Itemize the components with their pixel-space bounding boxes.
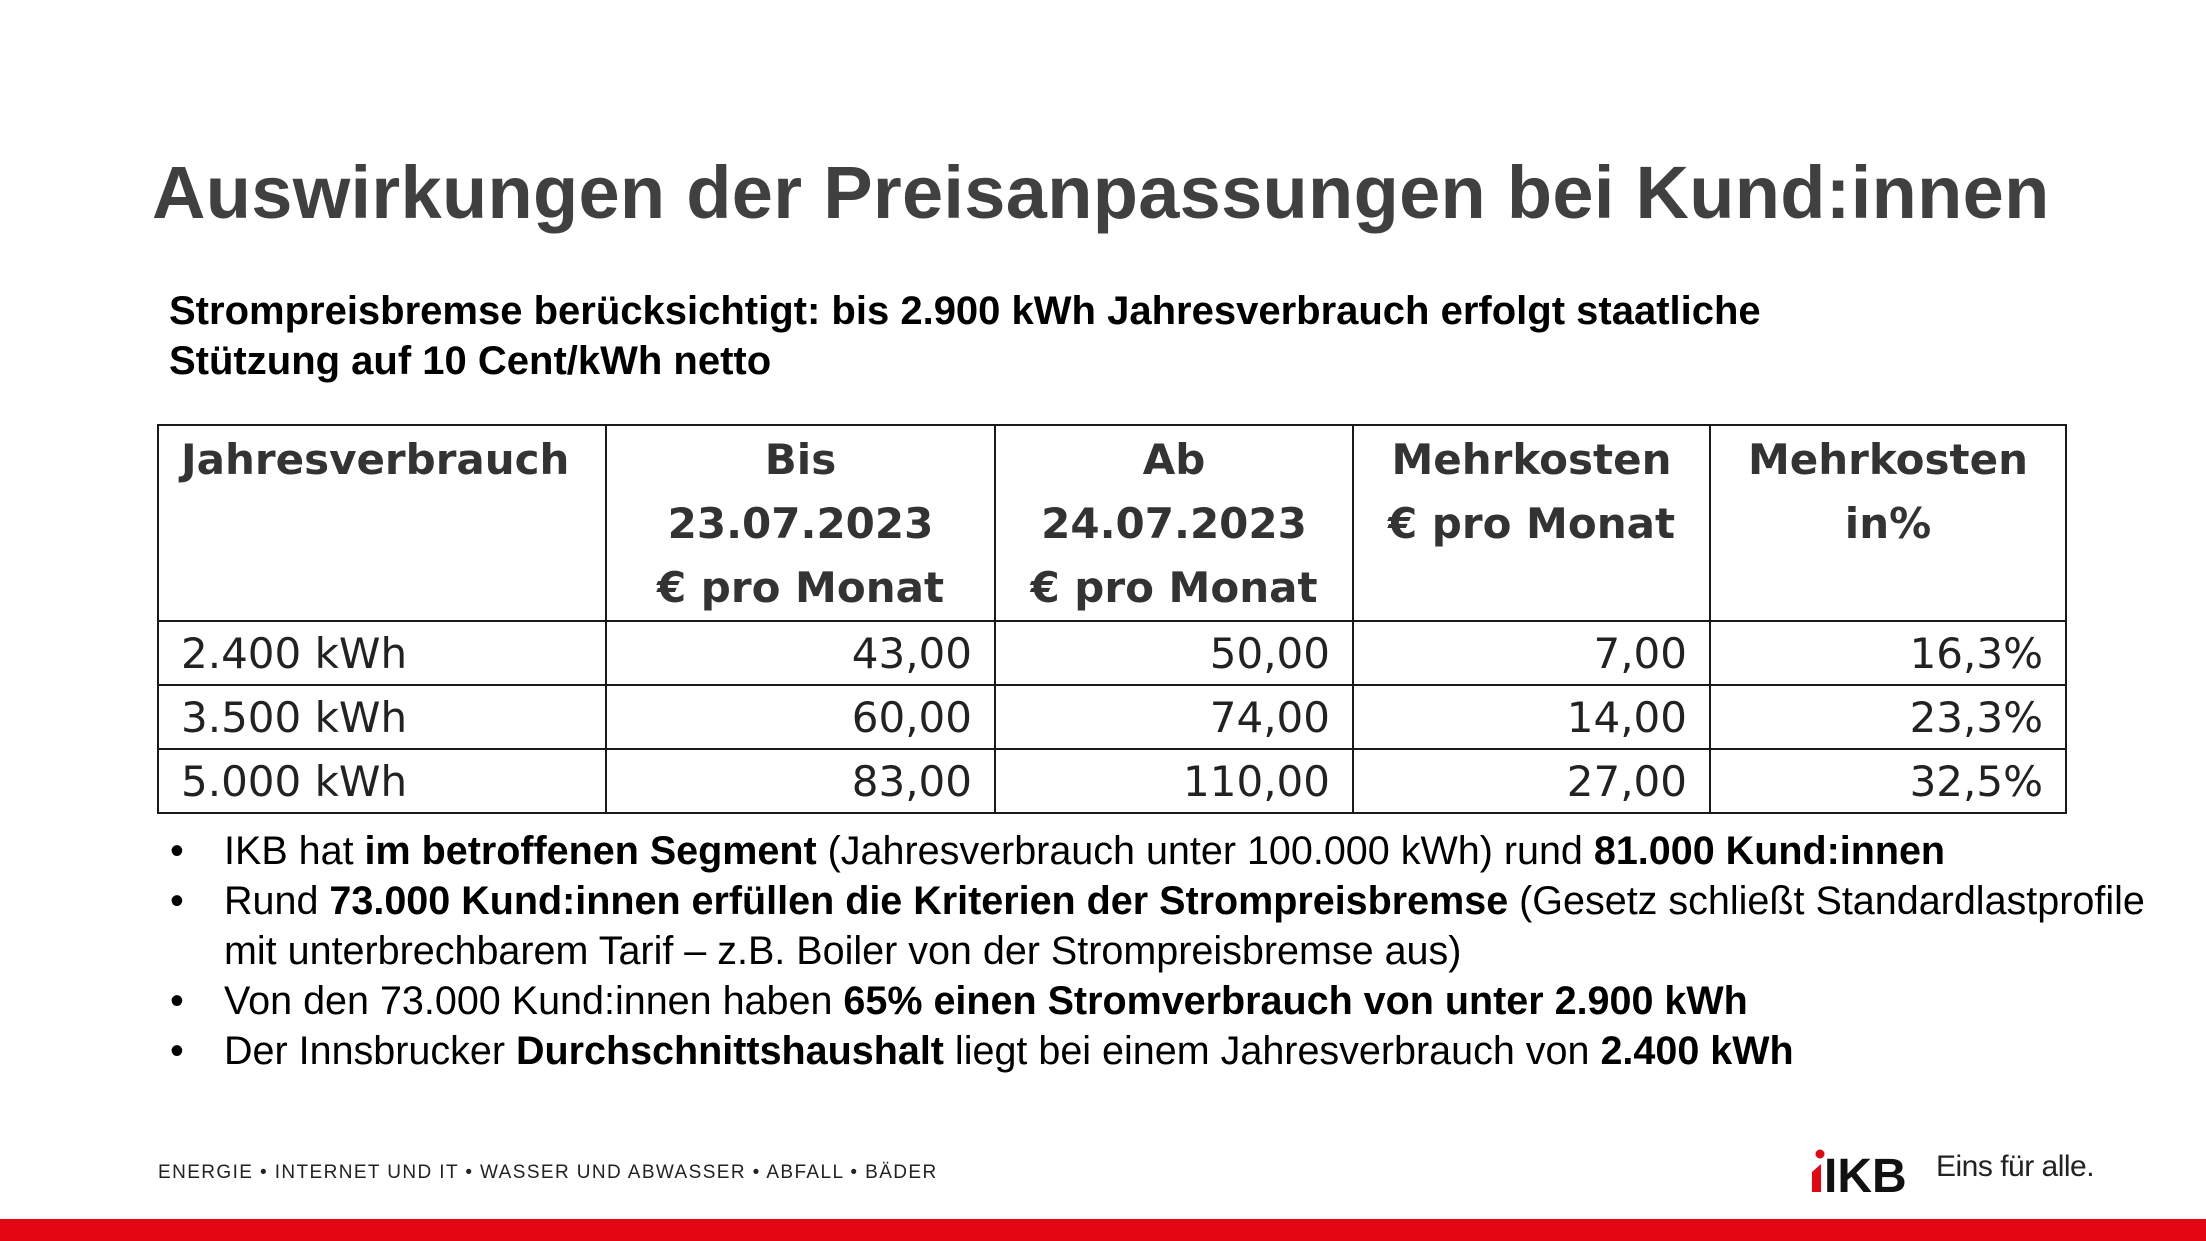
table-row [158,685,2066,749]
column-header-mehrkosten-euro: Mehrkosten € pro Monat [1353,425,1710,621]
table-row [158,621,2066,685]
column-header-jahresverbrauch: Jahresverbrauch [158,425,606,621]
list-item: • Von den 73.000 Kund:innen haben 65% einen Stromverbrauch von unter 2.900 kWh [170,976,2160,1026]
bullet-list [170,826,2160,1076]
bullet-icon: • [170,879,184,923]
bullet-icon: • [170,1029,184,1073]
column-header-ab: Ab 24.07.2023 € pro Monat [995,425,1353,621]
table-cell: 32,5% [1710,749,2066,813]
footer-red-bar [0,1219,2206,1241]
table-cell: 27,00 [1353,749,1710,813]
table-header-row [158,425,2066,621]
price-table [157,424,2067,814]
ikb-logo [1808,1148,1918,1198]
table-cell: 50,00 [995,621,1353,685]
column-header-mehrkosten-percent: Mehrkosten in% [1710,425,2066,621]
subtitle [169,286,2069,386]
table-cell: 43,00 [606,621,995,685]
table-row [158,749,2066,813]
subtitle-line-1: Strompreisbremse berücksichtigt: bis 2.900 kWh Jahresverbrauch erfolgt staatliche [169,289,1761,333]
table-cell: 23,3% [1710,685,2066,749]
svg-text:IKB: IKB [1824,1150,1907,1198]
table-cell: 2.400 kWh [158,621,606,685]
table-cell: 110,00 [995,749,1353,813]
table-cell: 83,00 [606,749,995,813]
list-item: • Rund 73.000 Kund:innen erfüllen die Kriterien der Strompreisbremse (Gesetz schließt Standardlastprofile mit unterbrechbarem Tarif – z.B. Boiler von der Strompreisbremse aus) [170,876,2160,976]
table-cell: 14,00 [1353,685,1710,749]
table-cell: 74,00 [995,685,1353,749]
table-cell: 7,00 [1353,621,1710,685]
list-item: • IKB hat im betroffenen Segment (Jahresverbrauch unter 100.000 kWh) rund 81.000 Kund:innen [170,826,2160,876]
table-cell: 16,3% [1710,621,2066,685]
bullet-icon: • [170,829,184,873]
logo-tagline: Eins für alle. [1936,1150,2095,1183]
list-item: • Der Innsbrucker Durchschnittshaushalt liegt bei einem Jahresverbrauch von 2.400 kWh [170,1026,2160,1076]
subtitle-line-2: Stützung auf 10 Cent/kWh netto [169,339,772,383]
column-header-bis: Bis 23.07.2023 € pro Monat [606,425,995,621]
bullet-icon: • [170,979,184,1023]
table-cell: 3.500 kWh [158,685,606,749]
table-cell: 60,00 [606,685,995,749]
page-title: Auswirkungen der Preisanpassungen bei Kund:innen [152,151,2050,234]
table-cell: 5.000 kWh [158,749,606,813]
footer-services: ENERGIE • INTERNET UND IT • WASSER UND ABWASSER • ABFALL • BÄDER [158,1162,938,1183]
